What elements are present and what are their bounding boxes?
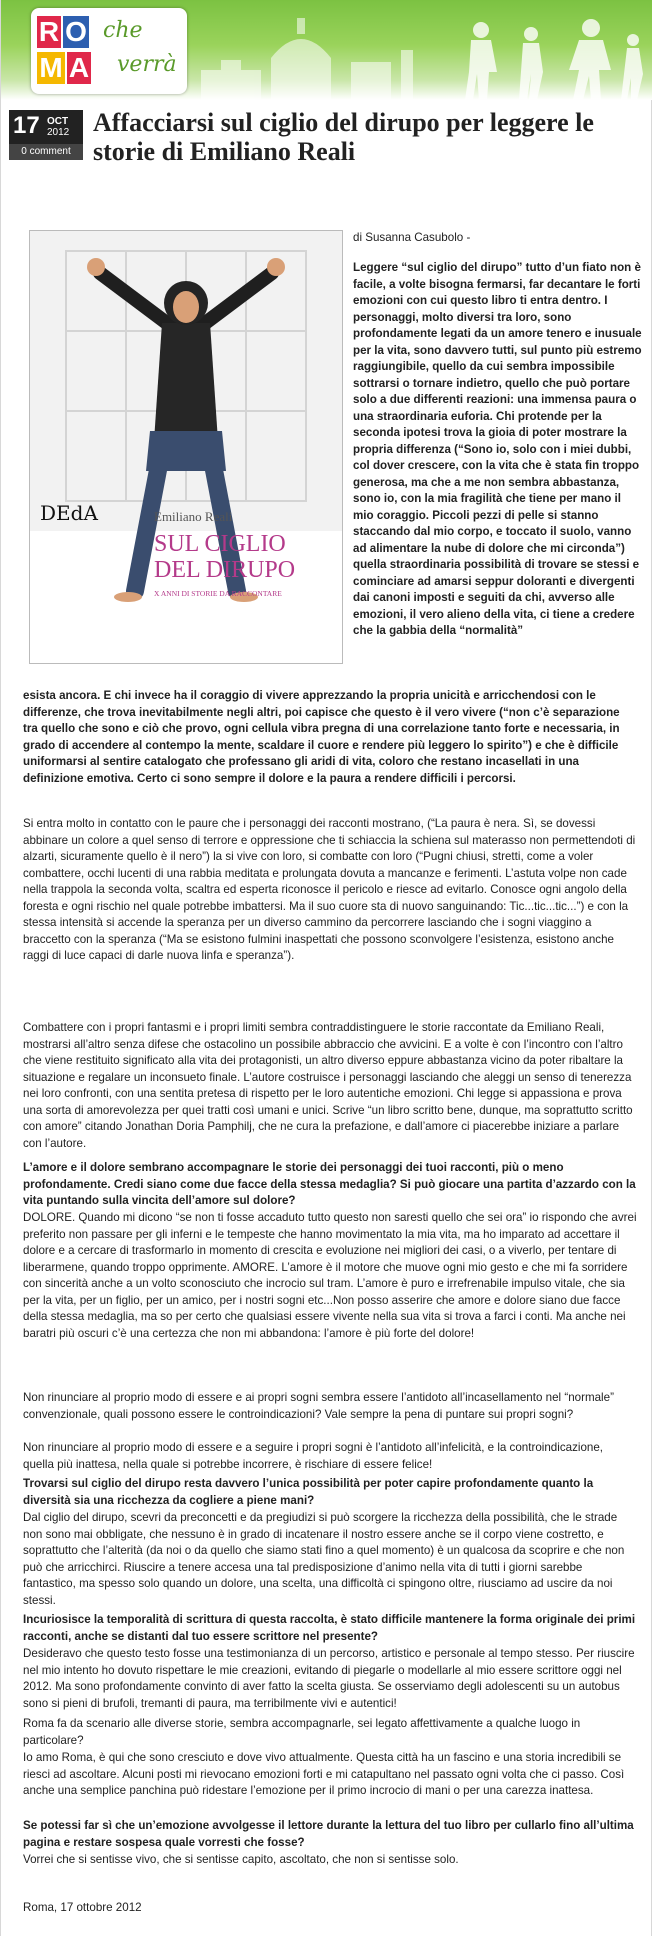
- cover-author: Emiliano Reali: [154, 509, 233, 524]
- comments-link[interactable]: 0 comment: [9, 144, 83, 160]
- logo-tagline-verra: verrà: [117, 52, 177, 77]
- logo-o: O: [63, 16, 89, 48]
- article-paragraph-intro: Leggere “sul ciglio del dirupo” tutto d’un fiato non è facile, a volte bisogna fermarsi, far decantare le forti emozioni con cui questo libro ti entra dentro. I personaggi, molto diversi tra loro, sono profondamente legati da un amore tenero e inusuale per la vita, sono davvero tutti, sul punto più estremo raggiungibile, quello da cui sembra impossibile sottrarsi o tornare indietro, quello che può portare solo a due differenti reazioni: una immensa paura o una straordinaria euforia. Chi protende per la seconda ipotesi trova la gioia di poter mostrare la propria differenza (“Sono io, solo con i miei dubbi, col dover crescere, con la vita che è stata fin troppo generosa, ma che a me non sembra abbastanza, sono io, con la mia fragilità che tiene per mano il mio coraggio. Piccoli pezzi di pelle si stanno staccando dal mio corpo, e toccato il suolo, vanno ad alimentare la nube di dolore che mi circonda”) quella straordinaria possibilità di trovare se stessi e cominciare ad amarsi seppur doloranti e divergenti dai canoni imposti e seguiti da chi, avverso alle emozioni, il vero alieno della vita, ci tiene a credere che la gabbia della “normalità”: [353, 261, 642, 637]
- interview-answer-6: Vorrei che si sentisse vivo, che si sentisse capito, ascoltato, che non si sentisse solo.: [23, 1853, 459, 1866]
- interview-question-6: Se potessi far sì che un’emozione avvolgesse il lettore durante la lettura del tuo libro per cullarlo fino all’ultima pagina e restare sospesa quale vorresti che fosse?: [23, 1819, 634, 1849]
- interview-answer-2: Non rinunciare al proprio modo di essere e a seguire i propri sogni è l’antidoto all’infelicità, e la controindicazione, quella più inattesa, nella quale si potrebbe incorrere, è rischiare di essere felice!: [23, 1441, 604, 1471]
- rome-skyline-illustration: [181, 0, 652, 100]
- date-year: 2012: [47, 127, 70, 138]
- site-logo[interactable]: [31, 8, 187, 94]
- article-signature: Roma, 17 ottobre 2012: [23, 1901, 142, 1914]
- interview-answer-5: Io amo Roma, è qui che sono cresciuto e dove vivo attualmente. Questa città ha un fascino e una storia incredibili se riesci ad ascoltare. Alcuni posti mi rievocano emozioni forti e mi catapultano nel passato ogni volta che ci passo. Così anche una semplice panchina può ridestare l’emozione per il primo incrocio di mani o per una carezza inattesa.: [23, 1751, 625, 1797]
- publisher-logo: DEdA: [40, 501, 98, 525]
- logo-r: R: [38, 16, 60, 47]
- logo-m: M: [37, 52, 65, 84]
- interview-question-2: Non rinunciare al proprio modo di essere e ai propri sogni sembra essere l’antidoto all’incasellamento nel “normale” convenzionale, quali possono essere le controindicazioni? Vale sempre la pena di puntare sui propri sogni?: [23, 1391, 614, 1421]
- interview-question-1: L’amore e il dolore sembrano accompagnare le storie dei personaggi dei tuoi racconti, più o meno profondamente. Credi siano come due facce della stessa medaglia? Si può giocare una partita d’azzardo con la vita puntando sulla vincita dell’amore sul dolore?: [23, 1161, 636, 1207]
- interview-question-5: Roma fa da scenario alle diverse storie, sembra accompagnarle, sei legato affettivamente a qualche luogo in particolare?: [23, 1717, 581, 1747]
- logo-tagline-che: che: [103, 18, 143, 43]
- post-date-badge: [9, 110, 83, 160]
- cover-subtitle: X ANNI DI STORIE DA RACCONTARE: [154, 589, 282, 598]
- site-header: [1, 0, 652, 100]
- article-byline: di Susanna Casubolo -: [353, 231, 471, 244]
- article-paragraph-intro-continued: esista ancora. E chi invece ha il coraggio di vivere apprezzando la propria unicità e arricchendosi con le differenze, che trova inevitabilmente negli altri, poi capisce che questo è il vero vivere (“non c’è separazione tra quello che sono e ciò che provo, ogni cellula vibra pregna di una correlazione tanto forte e necessaria, in grado di accendere al contempo la mente, scaldare il cuore e rendere più leggero lo spirito”) e che è difficile uniformarsi al sentire catalogato che professano gli aridi di vita, coloro che restano incasellati in una definizione emotiva. Certo ci sono sempre il dolore e la paura a rendere difficili i percorsi.: [23, 689, 620, 785]
- date-day: 17: [13, 112, 40, 139]
- article-paragraph-fears: Si entra molto in contatto con le paure che i personaggi dei racconti mostrano, (“La paura è nera. Sì, se dovessi abbinare un colore a quel senso di terrore e oppressione che ti schiaccia la schiena sul materasso non permettendoti di alzarti, sicuramente quello è il nero”) la si vive con loro, si combatte con loro (“Pugni chiusi, stretti, come a voler combattere, occhi lucenti di una rabbia meditata e prolungata dovuta a mancanze e ferimenti. L’astuta volpe non cade nella trappola la seconda volta, scaltra ed esperta riconosce il pericolo e riesce ad evitarlo. Conosce ogni angolo della foresta e ogni rischio nel quale potrebbe imbattersi. Ma il suo cuore sta di nuovo sanguinando: Tic...tic...tic...”) e con la stessa intensità si accende la speranza per un diverso cammino da percorrere lasciando che i sogni viaggino a braccetto con la speranza (“Ma se esistono fulmini inaspettati che possono sconvolgere l’esistenza, esistono anche raggi di luce capaci di darle nuova linfa e speranza”).: [23, 817, 636, 962]
- interview-answer-1: DOLORE. Quando mi dicono “se non ti fosse accaduto tutto questo non saresti quello che sei ora” io rispondo che avrei preferito non passare per gli inferni e le tempeste che hanno movimentato la mia vita, ma ho imparato ad accettare il dolore e a cercare di trasformarlo in momento di crescita e evoluzione nei migliori dei casi, o a viverlo, per tentare di liberarmene, quando troppo opprimente. AMORE. L’amore è il motore che muove ogni mio gesto e che mi fa sorridere con sincerità anche a un volto sconosciuto che incrocio sul tram. L’amore è puro e irrefrenabile impulso vitale, che sia per la vita, per un figlio, per un amico, per i nostri sogni etc...Non posso asserire che amore e dolore siano due facce della stessa medaglia, ma so per certo che qualsiasi essere vivente nella sua vita si trova a farci i conti. Ma anche nei baratri più oscuri c’è una certezza che non mi abbandona: l’amore è più forte del dolore!: [23, 1211, 637, 1340]
- logo-a: A: [68, 52, 90, 83]
- cover-title-line-1: SUL CIGLIO: [154, 531, 286, 557]
- book-cover-image: [29, 230, 343, 664]
- interview-answer-4: Desideravo che questo testo fosse una testimonianza di un percorso, artistico e personale al tempo stesso. Per riuscire nel mio intento ho dovuto rispettare le mie creazioni, evitando di piegarle o modellarle al mio essere scrittore oggi nel 2012. Ma sono profondamente convinto di aver fatto la scelta giusta. Se osserviamo degli adolescenti su un autobus sono si pieni di brufoli, tremanti di paura, ma terribilmente vivi e autentici!: [23, 1647, 635, 1710]
- interview-answer-3: Dal ciglio del dirupo, scevri da preconcetti e da pregiudizi si può scorgere la ricchezza della possibilità, che le strade non sono mai obbligate, che nessuno è in grado di incatenare il nostro essere anche se il corpo viene costretto, e soprattutto che l’alterità (da noi o da quello che siamo stati fino a quel momento) è un qualcosa da scoprire e che non può che arricchirci. Riuscire a tenere accesa una tal predisposizione d’animo nella vita di tutti i giorni sarebbe fantastico, ma spesso solo quando un dolore, una scelta, una difficoltà ci spingono oltre, riusciamo ad uscire da noi stessi.: [23, 1511, 625, 1607]
- interview-question-3: Trovarsi sul ciglio del dirupo resta davvero l’unica possibilità per poter capire profondamente quanto la diversità sia una ricchezza da cogliere a piene mani?: [23, 1477, 594, 1507]
- article-paragraph-ghosts: Combattere con i propri fantasmi e i propri limiti sembra contraddistinguere le storie raccontate da Emiliano Reali, mostrarsi all’altro senza difese che ostacolino un possibile abbraccio che avvicini. E a volte è con l’incontro con l’altro che viene restituito significato alla vita dei protagonisti, un altro diverso eppure abbastanza vicino da poter ribaltare la situazione e regalare un inconsueto finale. L’autore costruisce i personaggi lasciando che aleggi un senso di tenerezza nei loro confronti, con una sentita pretesa di rispetto per le loro autentiche emozioni. Chi legge si appassiona e prova una sorta di amorevolezza per quei tratti così umani e unici. Scrive “un libro scritto bene, dunque, ma soprattutto scritto con amore” citando Jonathan Doria Pamphilj, che ne cura la prefazione, e dall’amore ci piacerebbe iniziare a parlare con l’autore.: [23, 1021, 633, 1150]
- cover-title-line-2: DEL DIRUPO: [154, 557, 296, 583]
- interview-question-4: Incuriosisce la temporalità di scrittura di questa raccolta, è stato difficile mantenere la forma originale dei primi racconti, anche se distanti dal tuo essere scrittore nel presente?: [23, 1613, 636, 1643]
- post-title[interactable]: Affacciarsi sul ciglio del dirupo per leggere le storie di Emiliano Reali: [93, 108, 594, 166]
- date-month: OCT: [47, 116, 69, 127]
